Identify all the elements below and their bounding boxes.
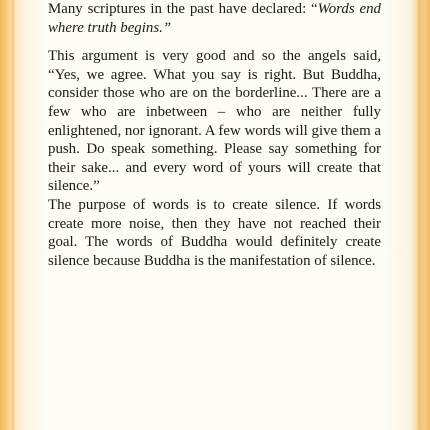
intro-quote: Words end where truth begins.” (48, 1, 381, 36)
body-paragraph-angels: This argument is very good and so the angels said, “Yes, we agree. What you say is right. But Buddha, consider those who are on the borderline... There are a few who are inbetween – who are neither fully enlightened, nor ignorant. A few words will give them a push. Do speak something. Please say something for their sake... and every word of yours will create that silence.” (48, 48, 381, 195)
body-paragraph-purpose: The purpose of words is to create silence. If words create more noise, then they have not reached their goal. The words of Buddha would definitely create silence because Buddha is the manifestation of silence. (48, 196, 381, 269)
intro-paragraph (48, 0, 381, 37)
book-page-text (48, 0, 381, 270)
intro-text: Many scriptures in the past have declared: “ (48, 1, 318, 17)
